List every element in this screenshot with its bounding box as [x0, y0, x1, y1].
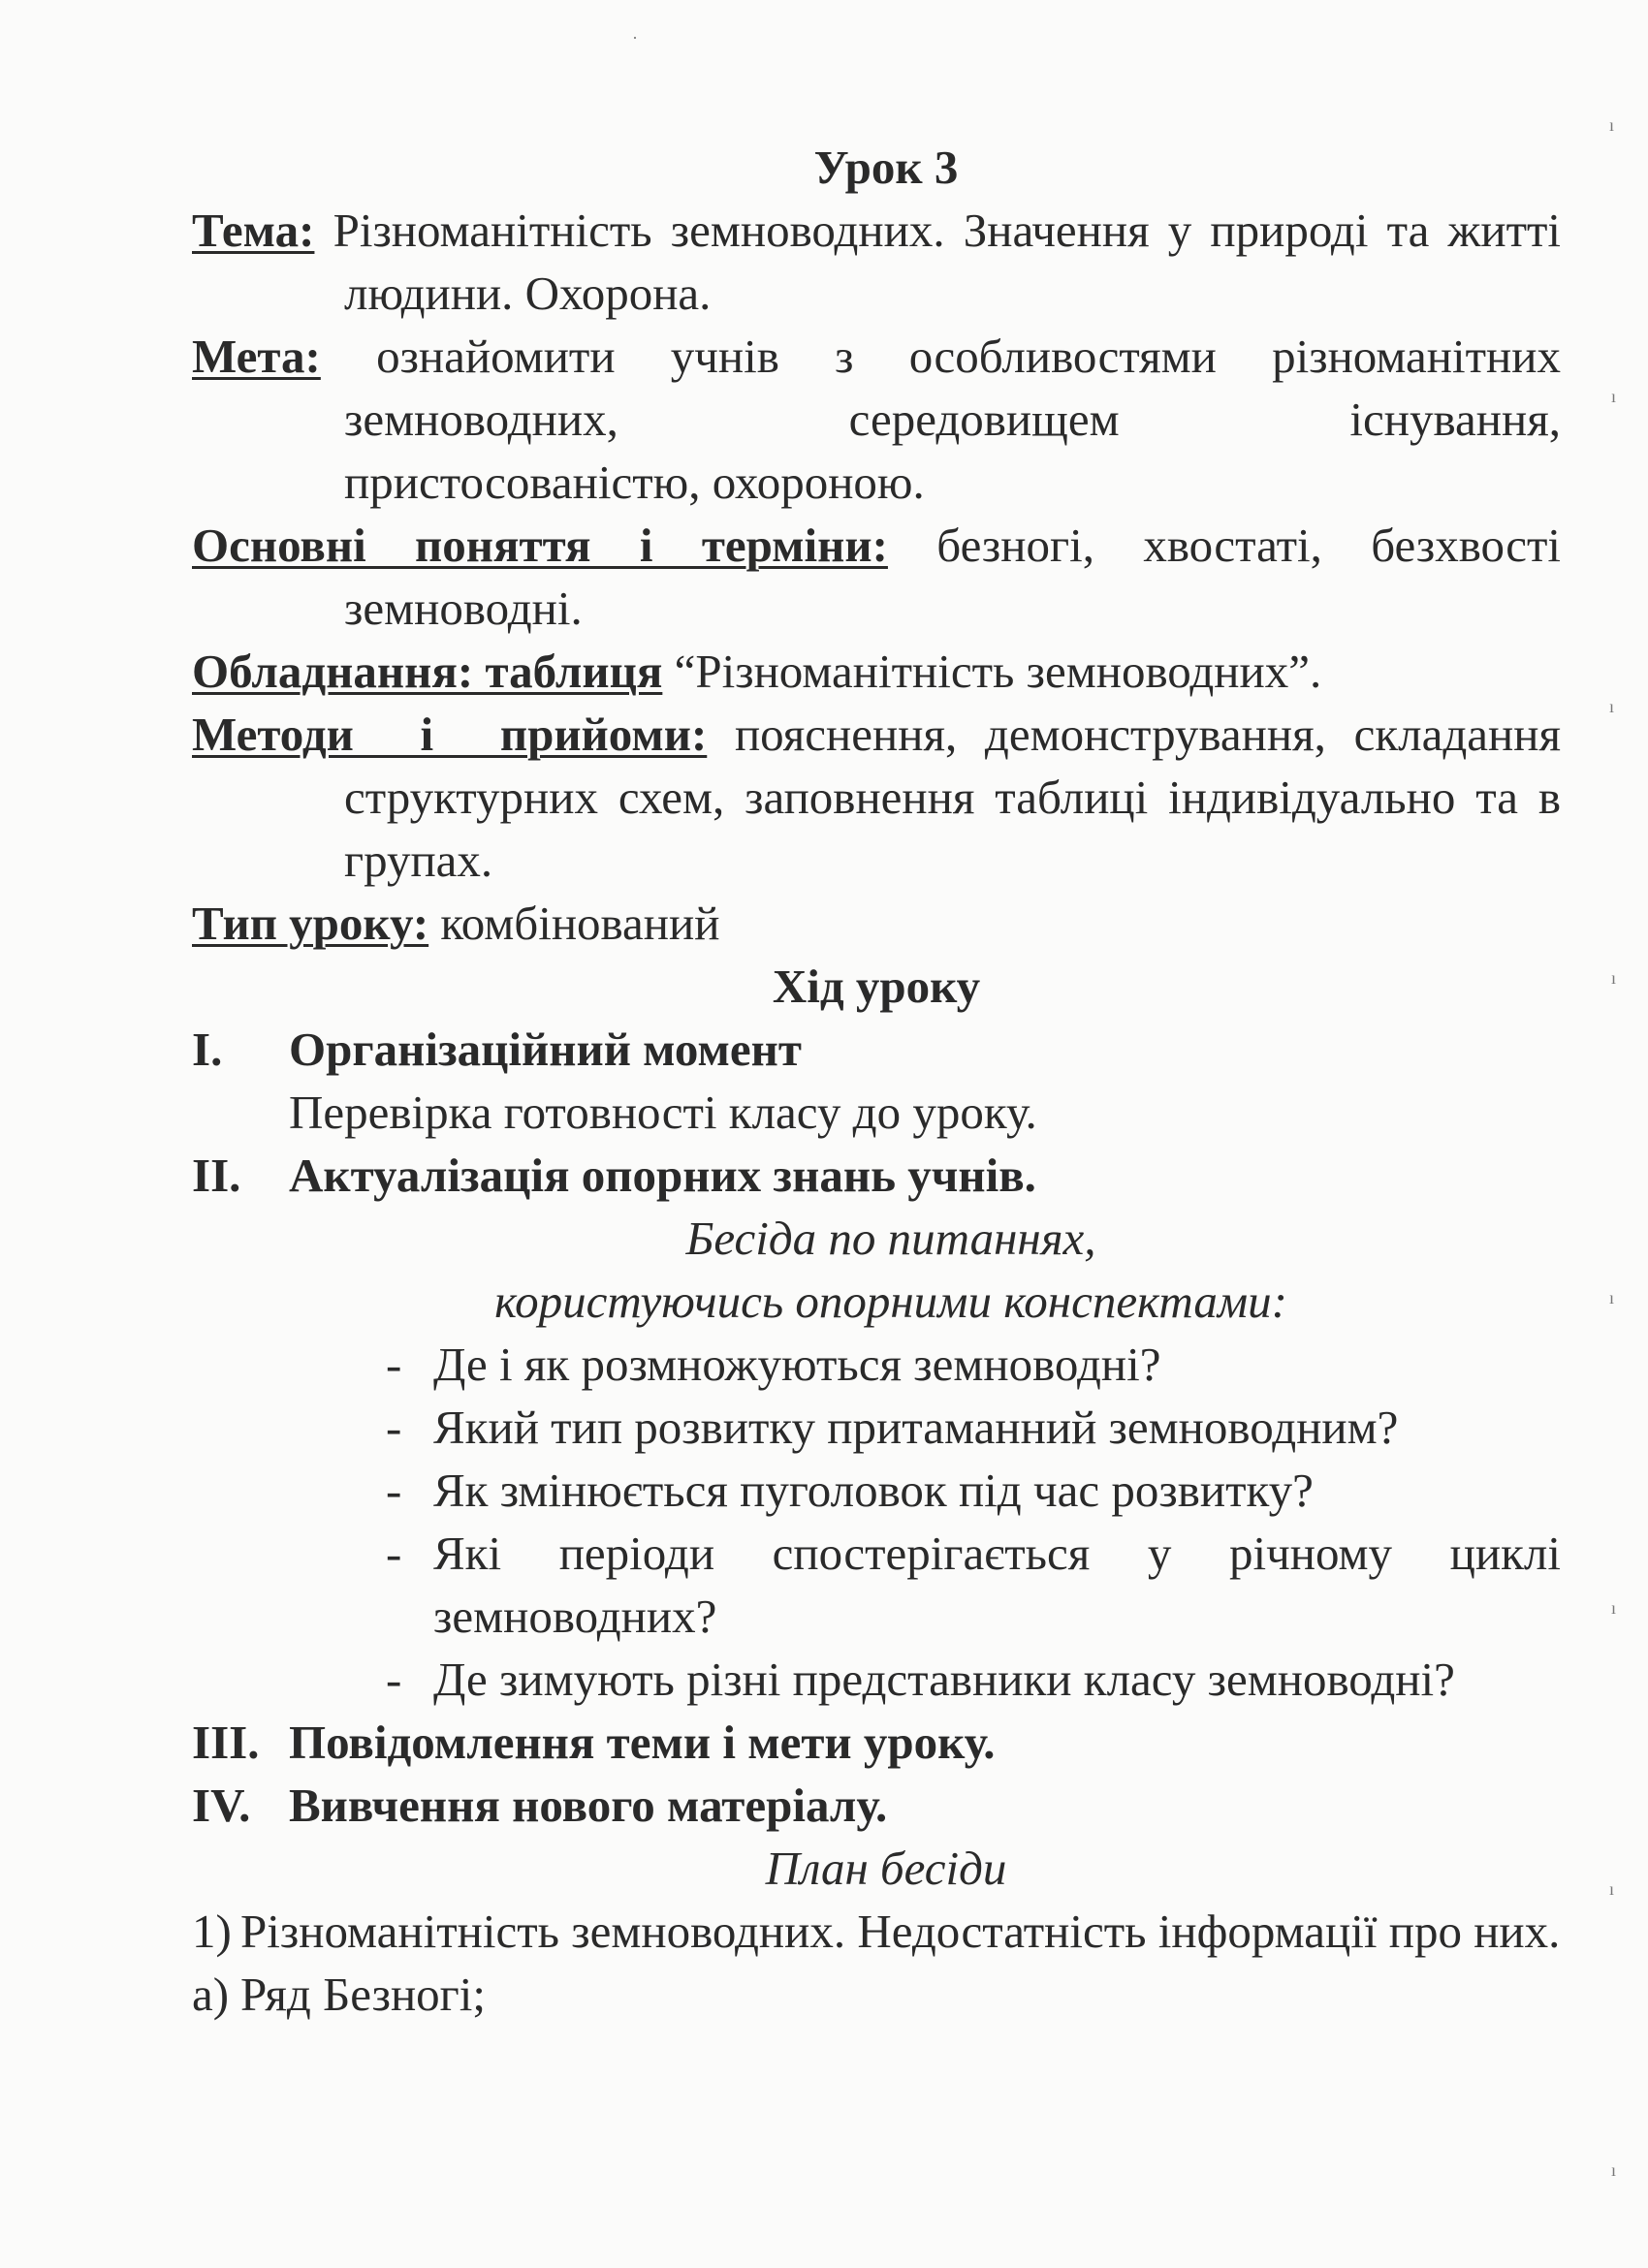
plan-item-text: Ряд Безногі; [240, 1968, 486, 2021]
scan-speck: ı [1609, 697, 1615, 716]
goal-label: Мета: [192, 330, 321, 383]
scan-speck: · [632, 28, 638, 47]
section-4-title: Вивчення нового матеріалу. [289, 1779, 888, 1832]
equipment-text: “Різноманітність земноводних”. [674, 645, 1322, 698]
plan-item [192, 1900, 1561, 1963]
equipment-label: Обладнання: таблиця [192, 645, 663, 698]
lesson-type-text: комбінований [440, 897, 720, 950]
question-text: Які періоди спостерігається у річному циклі земноводних? [433, 1527, 1561, 1643]
lesson-plan [192, 136, 1561, 2026]
lesson-type-row [192, 892, 1561, 955]
question-item [192, 1648, 1561, 1711]
methods-text: пояснення, демонстрування, складання структурних схем, заповнення таблиці індивідуально та в групах. [344, 708, 1561, 887]
course-title: Хід уроку [772, 960, 981, 1013]
section-1 [192, 1018, 1561, 1144]
section-3-title: Повідомлення теми і мети уроку. [289, 1716, 996, 1769]
question-text: Як змінюється пуголовок під час розвитку? [433, 1464, 1314, 1517]
scan-speck: ı [1609, 1879, 1615, 1899]
plan-item [192, 1963, 1561, 2026]
scan-speck: ı [1611, 968, 1617, 988]
plan-heading: План бесіди [765, 1842, 1007, 1895]
section-3 [192, 1711, 1561, 1774]
list-dash: - [386, 1527, 402, 1580]
list-dash: - [386, 1401, 402, 1454]
goal-line-2: земноводних, середовищем існування, [344, 393, 1561, 446]
section-1-title: Організаційний момент [289, 1023, 802, 1076]
equipment-row [192, 640, 1561, 703]
section-3-number: III. [192, 1716, 260, 1769]
section-2 [192, 1144, 1561, 1207]
lesson-title: Урок 3 [813, 141, 959, 194]
topic-label: Тема: [192, 204, 315, 257]
topic-row [192, 199, 1561, 325]
conversation-line-2: користуючись опорними конспектами: [494, 1275, 1287, 1328]
goal-row [192, 325, 1561, 514]
question-item [192, 1522, 1561, 1648]
question-item [192, 1396, 1561, 1459]
scan-speck: ı [1609, 1288, 1615, 1307]
section-4-number: IV. [192, 1779, 251, 1832]
methods-label: Методи і прийоми: [192, 708, 708, 761]
section-2-number: II. [192, 1149, 241, 1202]
scan-speck: ı [1611, 387, 1617, 406]
question-text: Де зимують різні представники класу земноводні? [433, 1653, 1455, 1706]
scan-speck: ı [1609, 115, 1615, 135]
plan-item-text: Різноманітність земноводних. Недостатність інформації про них. [240, 1905, 1561, 1958]
question-text: Який тип розвитку притаманний земноводним? [433, 1401, 1399, 1454]
section-2-title: Актуалізація опорних знань учнів. [289, 1149, 1036, 1202]
question-item [192, 1459, 1561, 1522]
concepts-label: Основні поняття і терміни: [192, 519, 888, 572]
question-text: Де і як розмножуються земноводні? [433, 1338, 1161, 1391]
conversation-line-1: Бесіда по питаннях, [685, 1212, 1096, 1265]
scan-speck: ı [1611, 1598, 1617, 1618]
topic-text: Різноманітність земноводних. Значення у природі та житті людини. Охорона. [333, 204, 1562, 320]
scan-speck: ı [1611, 2160, 1617, 2180]
plan-item-number: а) [192, 1968, 230, 2021]
section-4 [192, 1774, 1561, 1837]
concepts-text: безногі, хвостаті, безхвості земноводні. [344, 519, 1562, 635]
lesson-type-label: Тип уроку: [192, 897, 429, 950]
list-dash: - [386, 1338, 402, 1391]
section-1-number: I. [192, 1023, 223, 1076]
goal-line-3: пристосованістю, охороною. [344, 456, 925, 509]
concepts-row [192, 514, 1561, 640]
plan-item-number: 1) [192, 1905, 232, 1958]
goal-text-1: ознайомити учнів з особливостями різноманітних [376, 330, 1561, 383]
section-1-text: Перевірка готовності класу до уроку. [289, 1086, 1037, 1139]
list-dash: - [386, 1464, 402, 1517]
goal-line-1 [192, 325, 1561, 388]
methods-row [192, 703, 1561, 892]
list-dash: - [386, 1653, 402, 1706]
question-item [192, 1333, 1561, 1396]
